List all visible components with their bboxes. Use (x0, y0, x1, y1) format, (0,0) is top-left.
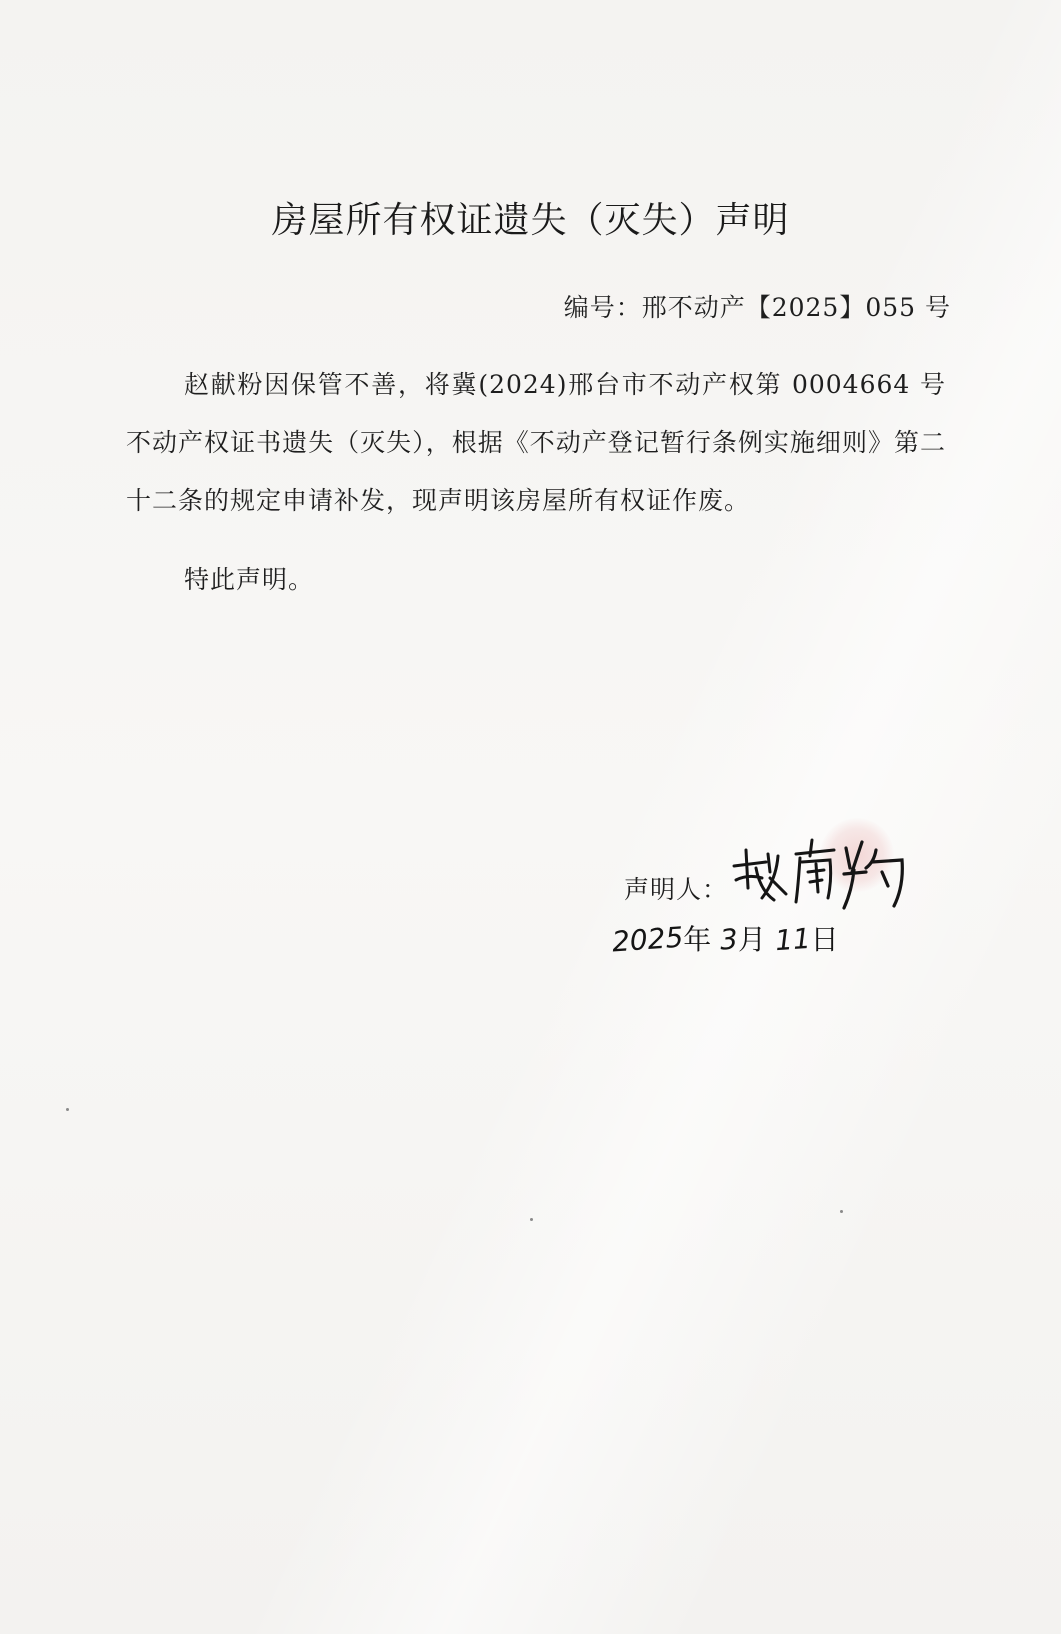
date-day-unit: 日 (810, 923, 839, 956)
statement-body: 赵献粉因保管不善，将冀(2024)邢台市不动产权第 0004664 号不动产权证书遗失（灭失），根据《不动产登记暂行条例实施细则》第二十二条的规定申请补发，现声明该房屋所有权证作废。 (126, 370, 946, 515)
paper-speck (840, 1210, 843, 1213)
date-year: 2025 (610, 920, 685, 959)
date-day: 11 (773, 921, 812, 958)
document-number: 编号：邢不动产【2025】055 号 (563, 293, 951, 322)
date-month: 3 (719, 922, 740, 957)
paper-speck (530, 1218, 533, 1221)
paper-speck (66, 1108, 69, 1111)
date-year-unit: 年 (683, 923, 712, 956)
handwritten-signature (726, 828, 916, 918)
date-month-unit: 月 (738, 923, 767, 956)
closing-phrase: 特此声明。 (184, 565, 315, 594)
signing-date (612, 918, 839, 958)
signer-label: 声明人： (624, 875, 729, 904)
page-title: 房屋所有权证遗失（灭失）声明 (271, 200, 790, 241)
